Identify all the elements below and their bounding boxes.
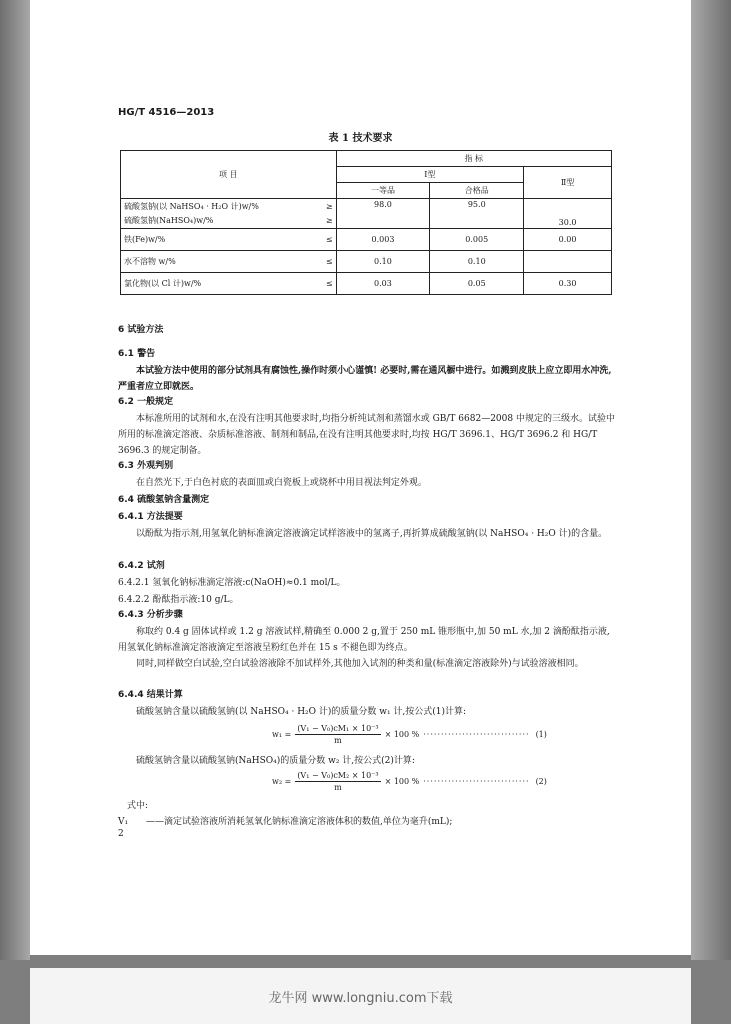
section-6-4-1-title: 6.4.1 方法提要 xyxy=(118,512,183,522)
footer-watermark-text[interactable]: 龙牛网 www.longniu.com下载 xyxy=(268,990,453,1006)
row-item: 氯化物(以 Cl 计)w/% xyxy=(121,273,317,295)
section-6-4-4-title: 6.4.4 结果计算 xyxy=(118,690,183,700)
section-6-title: 6 试验方法 xyxy=(118,325,164,335)
row-symbol: ≤ xyxy=(316,229,336,251)
row-symbol: ≥ xyxy=(316,214,336,229)
section-6-2-title: 6.2 一般规定 xyxy=(118,397,174,407)
col-header-index: 指 标 xyxy=(336,151,611,167)
row-first: 0.003 xyxy=(336,229,430,251)
procedure-text-1: 称取约 0.4 g 固体试样或 1.2 g 溶液试样,精确至 0.000 2 g,置于 250 mL 锥形瓶中,加 50 mL 水,加 2 滴酚酞指示液,用氢氧化钠标准滴定溶液滴定至溶液呈粉红色并在 15 s 不褪色即为终点。 xyxy=(118,627,610,653)
formula-2-tail: × 100 % xyxy=(384,777,420,787)
formula-1: w₁ = $\frac{\text{(V₁ − V₀)cM₁ × 10⁻³}}{m}$ × 100 % ······························ (1) xyxy=(272,724,547,746)
formula-2-lhs: w₂ = xyxy=(272,777,292,787)
formula-1-tail: × 100 % xyxy=(384,730,420,740)
download-footer xyxy=(30,968,691,1024)
formula-1-numerator: (V₁ − V₀)cM₁ × 10⁻³ xyxy=(295,723,380,735)
row-first: 98.0 xyxy=(336,199,430,229)
appearance-text: 在自然光下,于白色衬底的表面皿或白瓷板上或烧杯中用目视法判定外观。 xyxy=(136,478,427,488)
variable-v1-symbol: V₁ xyxy=(118,817,129,827)
formula-2-numerator: (V₁ − V₀)cM₂ × 10⁻³ xyxy=(295,770,380,782)
calc-text-1: 硫酸氢钠含量以硫酸氢钠(以 NaHSO₄ · H₂O 计)的质量分数 w₁ 计,按公式(1)计算: xyxy=(136,707,467,717)
viewer-left-margin xyxy=(0,0,30,960)
procedure-text-2: 同时,同样做空白试验,空白试验溶液除不加试样外,其他加入试剂的种类和量(标准滴定溶液除外)与试验溶液相同。 xyxy=(136,659,584,669)
row-symbol: ≤ xyxy=(316,251,336,273)
row-type2: 0.30 xyxy=(524,273,612,295)
row-qualified: 0.10 xyxy=(430,251,524,273)
section-6-4-3-title: 6.4.3 分析步骤 xyxy=(118,610,183,620)
technical-requirements-table xyxy=(120,150,612,295)
row-item: 硫酸氢钠(以 NaHSO₄ · H₂O 计)w/% xyxy=(121,199,317,214)
section-6-4-title: 6.4 硫酸氢钠含量测定 xyxy=(118,495,210,505)
warning-text: 本试验方法中使用的部分试剂具有腐蚀性,操作时须小心谨慎! 必要时,需在通风橱中进行。如溅到皮肤上应立即用水冲洗,严重者应立即就医。 xyxy=(118,366,612,392)
col-header-first-grade: 一等品 xyxy=(336,183,430,199)
row-qualified: 0.05 xyxy=(430,273,524,295)
formula-1-lhs: w₁ = xyxy=(272,730,292,740)
row-type2: 30.0 xyxy=(524,199,612,229)
col-header-type1: Ⅰ型 xyxy=(336,167,524,183)
calc-text-2: 硫酸氢钠含量以硫酸氢钠(NaHSO₄)的质量分数 w₂ 计,按公式(2)计算: xyxy=(136,756,415,766)
page-number: 2 xyxy=(118,829,124,839)
viewer-right-margin xyxy=(691,0,731,960)
row-first: 0.10 xyxy=(336,251,430,273)
row-first: 0.03 xyxy=(336,273,430,295)
section-6-1-title: 6.1 警告 xyxy=(118,349,156,359)
reagent-2: 6.4.2.2 酚酞指示液:10 g/L。 xyxy=(118,595,239,605)
where-label: 式中: xyxy=(127,801,149,811)
reagent-1: 6.4.2.1 氢氧化钠标准滴定溶液:c(NaOH)≈0.1 mol/L。 xyxy=(118,578,346,588)
row-item: 水不溶物 w/% xyxy=(121,251,317,273)
standard-code: HG/T 4516—2013 xyxy=(118,107,215,118)
row-item: 硫酸氢钠(NaHSO₄)w/% xyxy=(121,214,317,229)
col-header-item: 项 目 xyxy=(121,151,337,199)
formula-2: w₂ = $\frac{\text{(V₁ − V₀)cM₂ × 10⁻³}}{m}$ × 100 % ······························ (2) xyxy=(272,771,547,793)
row-qualified: 95.0 xyxy=(430,199,524,229)
col-header-qualified: 合格品 xyxy=(430,183,524,199)
section-6-3-title: 6.3 外观判别 xyxy=(118,461,174,471)
col-header-type2: Ⅱ型 xyxy=(524,167,612,199)
method-summary-text: 以酚酞为指示剂,用氢氧化钠标准滴定溶液滴定试样溶液中的氢离子,再折算成硫酸氢钠(以 NaHSO₄ · H₂O 计)的含量。 xyxy=(136,529,608,539)
formula-2-number: (2) xyxy=(535,777,547,787)
row-item: 铁(Fe)w/% xyxy=(121,229,317,251)
formula-2-denominator: m xyxy=(334,783,342,793)
row-qualified: 0.005 xyxy=(430,229,524,251)
row-symbol: ≥ xyxy=(316,199,336,214)
row-type2: 0.00 xyxy=(524,229,612,251)
table-caption: 表 1 技术要求 xyxy=(328,133,393,144)
section-6-4-2-title: 6.4.2 试剂 xyxy=(118,561,165,571)
formula-1-denominator: m xyxy=(334,736,342,746)
general-rules-text: 本标准所用的试剂和水,在没有注明其他要求时,均指分析纯试剂和蒸馏水或 GB/T 6682—2008 中规定的三级水。试验中所用的标准滴定溶液、杂质标准溶液、制剂和制品,在没有注明其他要求时,均按 HG/T 3696.1、HG/T 3696.2 和 HG/T 3696.3 的规定制备。 xyxy=(118,414,615,456)
variable-v1 xyxy=(118,814,618,830)
variable-v1-definition: ——滴定试验溶液所消耗氢氧化钠标准滴定溶液体积的数值,单位为毫升(mL); xyxy=(146,817,453,827)
document-page xyxy=(30,0,691,955)
row-symbol: ≤ xyxy=(316,273,336,295)
row-type2 xyxy=(524,251,612,273)
formula-1-number: (1) xyxy=(535,730,547,740)
